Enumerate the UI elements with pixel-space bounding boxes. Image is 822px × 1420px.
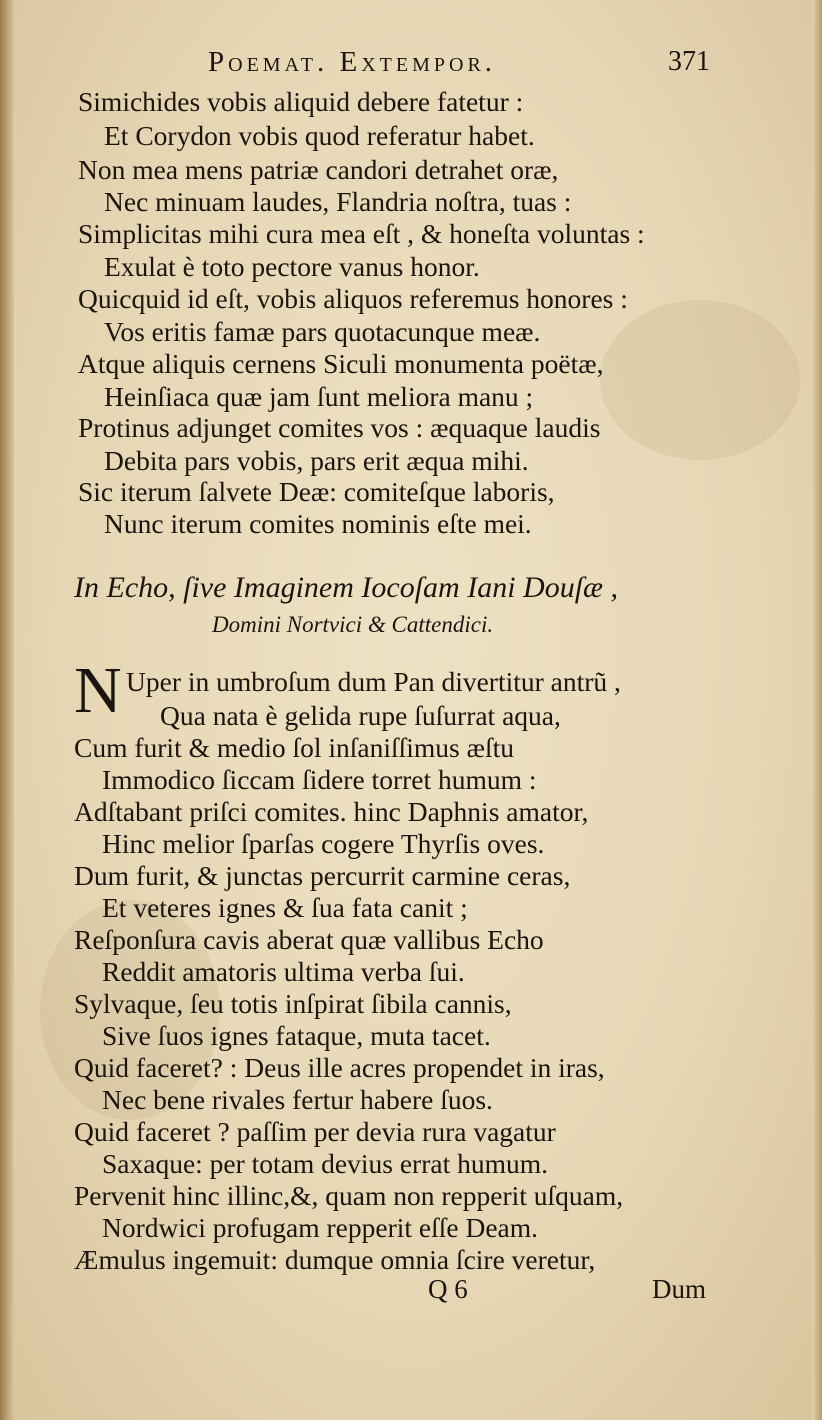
verse-line: Quid faceret ? paſſim per devia rura vagatur <box>74 1116 556 1147</box>
verse-line: Simichides vobis aliquid debere fatetur : <box>78 86 524 117</box>
verse-line: Uper in umbroſum dum Pan divertitur antrũ , <box>126 666 621 697</box>
verse-line: Hinc melior ſparſas cogere Thyrſis oves. <box>102 828 545 859</box>
verse-line: Cum furit & medio ſol inſaniſſimus æſtu <box>74 732 514 763</box>
verse-line: Et Corydon vobis quod referatur habet. <box>104 120 535 151</box>
catchword: Dum <box>652 1274 706 1304</box>
verse-line: Atque aliquis cernens Siculi monumenta poëtæ, <box>78 348 604 379</box>
signature-mark: Q 6 <box>428 1274 468 1304</box>
verse-line: Exulat è toto pectore vanus honor. <box>104 251 480 282</box>
running-title: Poemat. Extempor. <box>208 46 497 78</box>
verse-line: Æmulus ingemuit: dumque omnia ſcire veretur, <box>74 1244 596 1275</box>
verse-line: Nec bene rivales fertur habere ſuos. <box>102 1084 493 1115</box>
page-edge <box>812 0 822 1420</box>
verse-line: Sylvaque, ſeu totis inſpirat ſibila cannis, <box>74 988 512 1019</box>
poem-title: In Echo, ſive Imaginem Iocoſam Iani Douſæ , <box>74 571 619 604</box>
drop-cap: N <box>74 654 122 727</box>
verse-line: Non mea mens patriæ candori detrahet oræ, <box>78 154 559 185</box>
poem-subtitle: Domini Nortvici & Cattendici. <box>212 612 494 637</box>
verse-line: Nunc iterum comites nominis eſte mei. <box>104 508 532 539</box>
verse-line: Nordwici profugam repperit eſſe Deam. <box>102 1212 539 1243</box>
page-gutter <box>0 0 14 1420</box>
verse-line: Vos eritis famæ pars quotacunque meæ. <box>104 316 541 347</box>
verse-line: Qua nata è gelida rupe ſuſurrat aqua, <box>160 700 561 731</box>
verse-line: Sic iterum ſalvete Deæ: comiteſque laboris, <box>78 476 555 507</box>
verse-line: Immodico ſiccam ſidere torret humum : <box>102 764 537 795</box>
verse-line: Heinſiaca quæ jam ſunt meliora manu ; <box>104 381 534 412</box>
verse-line: Et veteres ignes & ſua fata canit ; <box>102 892 468 923</box>
verse-line: Reſponſura cavis aberat quæ vallibus Echo <box>74 924 544 955</box>
paper-stain <box>600 300 800 460</box>
verse-line: Debita pars vobis, pars erit æqua mihi. <box>104 445 529 476</box>
verse-line: Sive ſuos ignes fataque, muta tacet. <box>102 1020 491 1051</box>
page-number: 371 <box>668 46 710 77</box>
verse-line: Quicquid id eſt, vobis aliquos referemus honores : <box>78 283 628 314</box>
verse-line: Dum furit, & junctas percurrit carmine ceras, <box>74 860 571 891</box>
verse-line: Simplicitas mihi cura mea eſt , & honeſta voluntas : <box>78 218 645 249</box>
verse-line: Quid faceret? : Deus ille acres propendet in iras, <box>74 1052 605 1083</box>
verse-line: Pervenit hinc illinc,&, quam non repperit uſquam, <box>74 1180 624 1211</box>
verse-line: Nec minuam laudes, Flandria noſtra, tuas : <box>104 186 572 217</box>
verse-line: Reddit amatoris ultima verba ſui. <box>102 956 465 987</box>
verse-line: Protinus adjunget comites vos : æquaque laudis <box>78 412 601 443</box>
verse-line: Saxaque: per totam devius errat humum. <box>102 1148 548 1179</box>
verse-line: Adſtabant priſci comites. hinc Daphnis amator, <box>74 796 589 827</box>
